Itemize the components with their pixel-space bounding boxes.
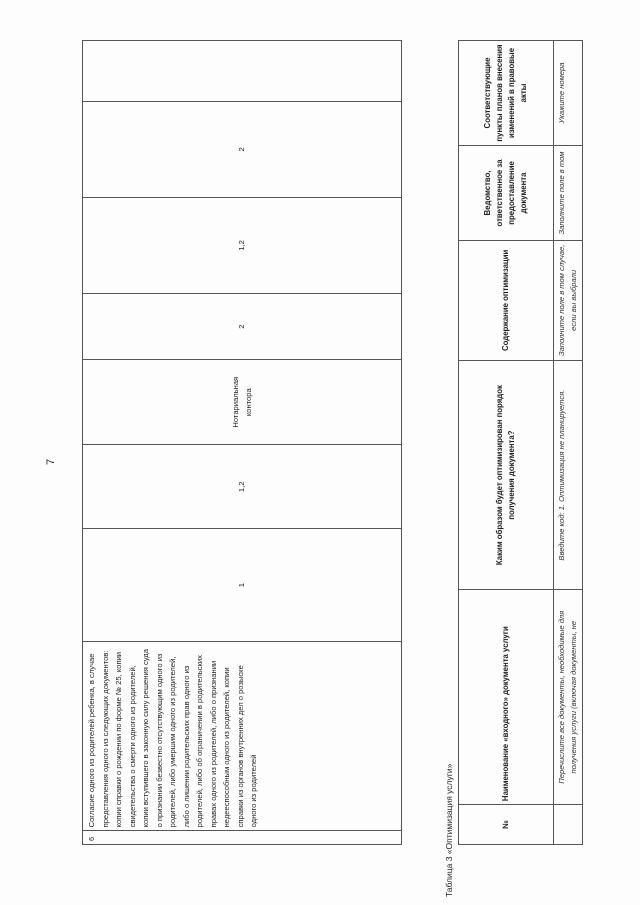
header-name: Наименование «входного» документа услуги [459,590,554,805]
cell-3: Нотариальная контора [83,360,402,445]
optimization-table [458,40,583,845]
cell-5: 1,2 [83,197,402,294]
document-name: Согласие одного из родителей ребенка, в случае представления одного из следующих документов: копии справки о рождении по форме № 25, копии свидетельства о смерти одного из родителей, копии вступившего в законную силу решения суда о признании безвестно отсутствующим одного из родителей, либо умершим одного из родителей, либо о лишении родительских прав одного из родителей, либо об ограничении в родительских правах одного из родителей, либо о признании недееспособным одного из родителей, копии справки из органов внутренних дел о розыске одного из родителей [83,642,402,831]
cell-7 [83,41,402,102]
row-number: 6 [83,831,402,845]
hint-name: Перечислите все документы, необходимые для получения услуги (включая документы, не [554,590,583,805]
header-row [459,41,554,845]
hint-points: Укажите номера [554,41,583,146]
header-how: Каким образом будет оптимизирован порядок получения документа? [459,360,554,590]
cell-6: 2 [83,101,402,197]
cell-4: 2 [83,294,402,360]
cell-1: 1 [83,529,402,642]
header-num: № [459,805,554,845]
table-row [83,41,402,845]
table-caption: Таблица 3 «Оптимизация услуги» [444,763,454,897]
cell-2: 1,2 [83,445,402,529]
header-points: Соответствующие пункты планов внесения изменений в правовые акты [459,41,554,146]
hint-how: Введите код: 1. Оптимизация не планируется. [554,360,583,590]
page-number: 7 [45,458,57,465]
hint-content: Заполните поле в том случае, если вы выбрали [554,240,583,360]
header-content: Содержание оптимизации [459,240,554,360]
header-agency: Ведомство, ответственное за предоставление документа [459,145,554,240]
hint-num [554,805,583,845]
hint-row [554,41,583,845]
services-table [82,40,402,845]
hint-agency: Заполните поле в том [554,145,583,240]
